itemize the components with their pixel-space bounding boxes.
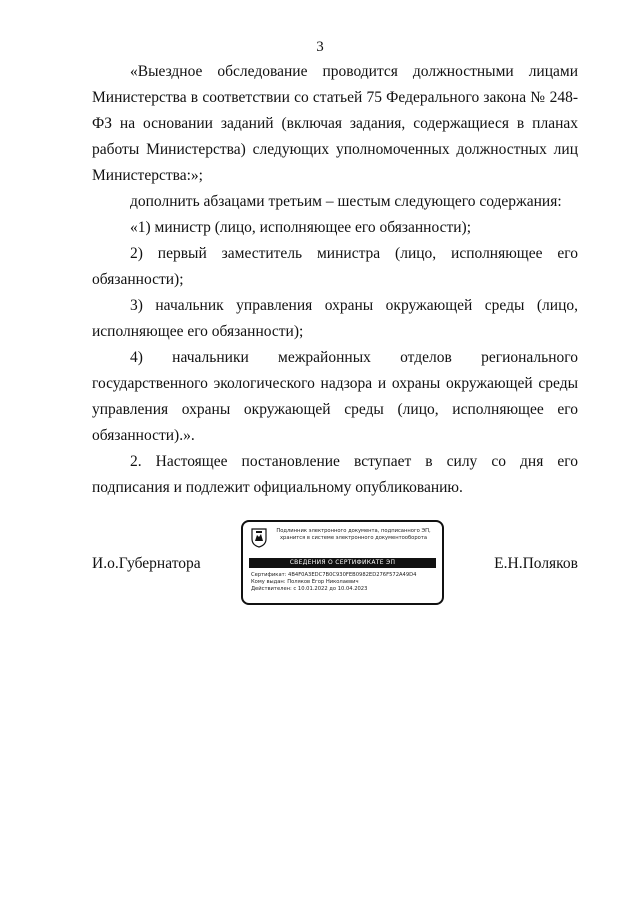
certificate-validity: Действителен: с 10.01.2022 до 10.04.2023 [251, 586, 368, 592]
stamp-header: СВЕДЕНИЯ О СЕРТИФИКАТЕ ЭП [249, 558, 436, 568]
list-item-interdistrict-heads: 4) начальники межрайонных отделов регионального государственного экологического надзора и охраны окружающей среды управления охраны окружающей среды (лицо, исполняющее его обязанности).». [92, 349, 578, 444]
stamp-notice-line1: Подлинник электронного документа, подписанного ЭП, [276, 528, 431, 534]
signer-position: И.о.Губернатора [92, 555, 201, 572]
stamp-notice [271, 528, 436, 542]
certificate-owner: Кому выдан: Поляков Егор Николаевич [251, 579, 359, 585]
signature-block [92, 520, 578, 610]
paragraph-entry-into-force: 2. Настоящее постановление вступает в силу со дня его подписания и подлежит официальному опубликованию. [92, 453, 578, 496]
list-item-first-deputy: 2) первый заместитель министра (лицо, исполняющее его обязанности); [92, 245, 578, 288]
stamp-notice-line2: хранится в системе электронного документооборота [279, 535, 428, 541]
page-number: 3 [316, 39, 324, 55]
list-item-department-head: 3) начальник управления охраны окружающей среды (лицо, исполняющее его обязанности); [92, 297, 578, 340]
signer-name: Е.Н.Поляков [494, 555, 578, 572]
paragraph-inspection-clause: «Выездное обследование проводится должностными лицами Министерства в соответствии со статьей 75 Федерального закона № 248-ФЗ на основании заданий (включая задания, содержащиеся в планах работы Министерства) следующих уполномоченных должностных лиц Министерства:»; [92, 63, 578, 184]
stamp-details [251, 572, 438, 593]
certificate-number: Сертификат: 4B4F0A3EDC7B0C930FEB0982ED276F572A49D4 [251, 572, 417, 578]
coat-of-arms-icon [251, 528, 267, 548]
electronic-signature-stamp [241, 520, 444, 605]
document-body [92, 59, 578, 501]
list-item-minister: «1) министр (лицо, исполняющее его обязанности); [130, 219, 472, 236]
paragraph-amendment-intro: дополнить абзацами третьим – шестым следующего содержания: [130, 193, 562, 210]
